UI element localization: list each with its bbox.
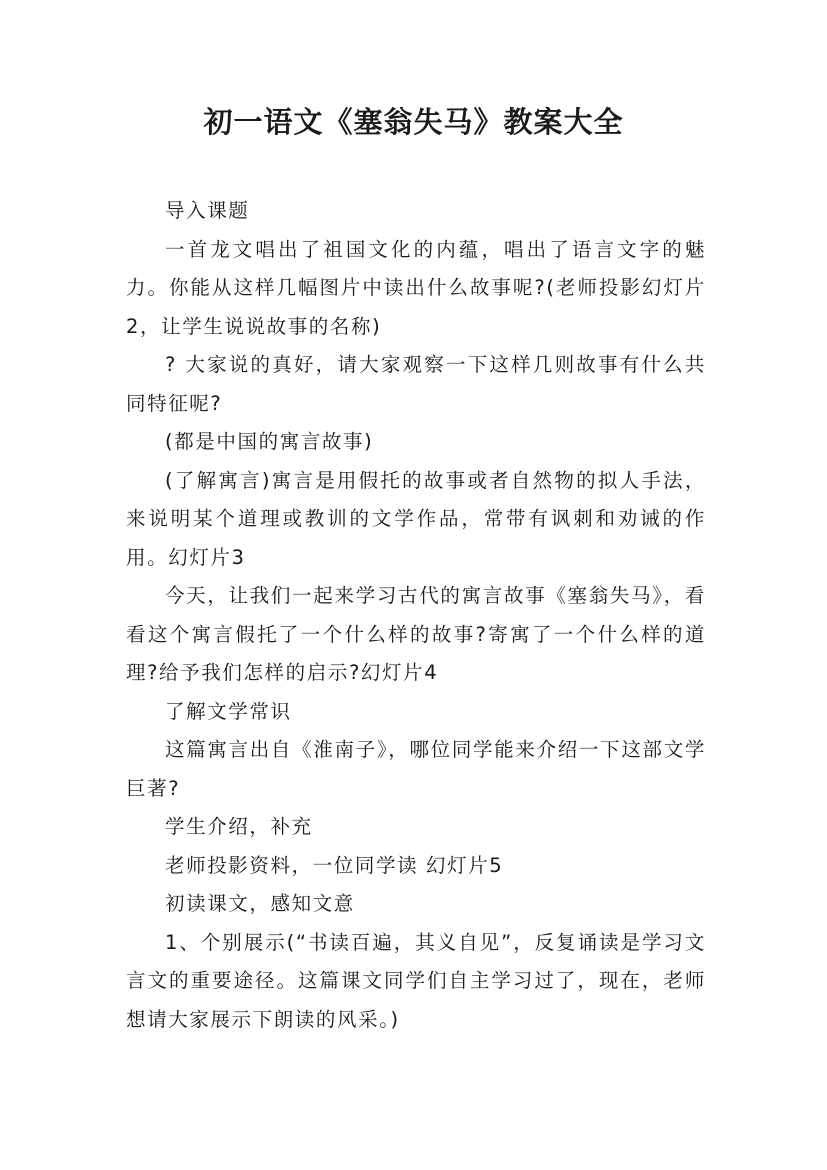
paragraph: ? 大家说的真好，请大家观察一下这样几则故事有什么共同特征呢? [126,353,706,415]
paragraph: 学生介绍，补充 [165,815,313,838]
paragraph: (了解寓言)寓言是用假托的故事或者自然物的拟人手法，来说明某个道理或教训的文学作品，常带有讽刺和劝诫的作用。幻灯片3 [126,468,706,569]
paragraph-intro-heading: 导入课题 [165,199,250,222]
paragraph: 1、个别展示(“书读百遍，其义自见”，反复诵读是学习文言文的重要途径。这篇课文同学们自主学习过了，现在，老师想请大家展示下朗读的风采。) [126,930,706,1031]
paragraph: 这篇寓言出自《淮南子》，哪位同学能来介绍一下这部文学巨著? [126,738,706,800]
document-body [126,192,706,1039]
paragraph-section-heading: 了解文学常识 [165,699,292,723]
paragraph: 一首龙文唱出了祖国文化的内蕴，唱出了语言文字的魅力。你能从这样几幅图片中读出什么故事呢?(老师投影幻灯片2，让学生说说故事的名称) [126,237,706,338]
paragraph: 老师投影资料，一位同学读 幻灯片5 [165,853,504,877]
paragraph: 今天，让我们一起来学习古代的寓言故事《塞翁失马》，看看这个寓言假托了一个什么样的故事?寄寓了一个什么样的道理?给予我们怎样的启示?幻灯片4 [126,584,706,684]
paragraph: (都是中国的寓言故事) [165,430,374,453]
paragraph-section-heading: 初读课文，感知文意 [165,892,355,915]
document-title: 初一语文《塞翁失马》教案大全 [203,105,624,139]
